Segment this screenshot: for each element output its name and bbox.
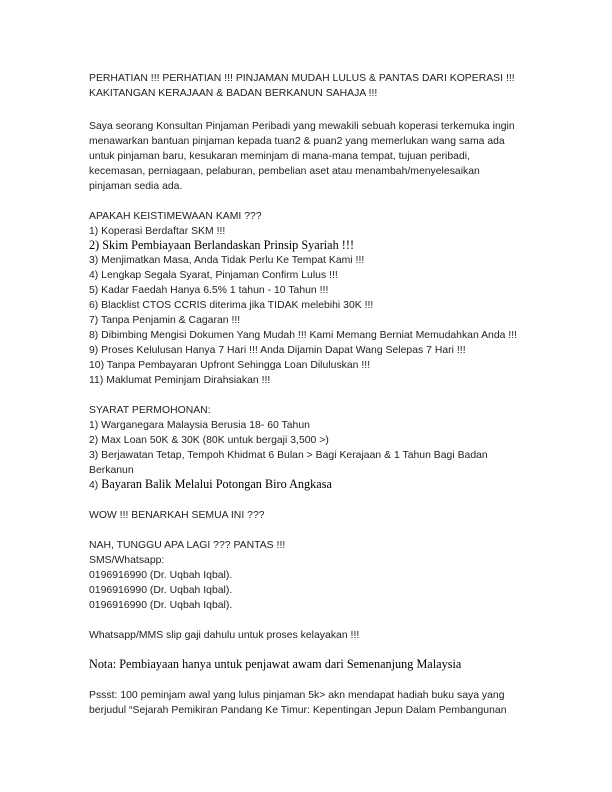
- feature-item-1: 1) Koperasi Berdaftar SKM !!!: [89, 226, 226, 237]
- requirement-item-2: 2) Max Loan 50K & 30K (80K untuk bergaji 3,500 >): [89, 435, 329, 446]
- feature-item-10: 10) Tanpa Pembayaran Upfront Sehingga Loan Diluluskan !!!: [89, 360, 371, 371]
- requirement-item-4: [89, 477, 332, 493]
- feature-item-3: 3) Menjimatkan Masa, Anda Tidak Perlu Ke Tempat Kami !!!: [89, 255, 365, 266]
- feature-item-6: 6) Blacklist CTOS CCRIS diterima jika TIDAK melebihi 30K !!!: [89, 300, 374, 311]
- feature-item-4: 4) Lengkap Segala Syarat, Pinjaman Confirm Lulus !!!: [89, 270, 338, 281]
- feature-item-2: 2) Skim Pembiayaan Berlandaskan Prinsip Syariah !!!: [89, 238, 355, 252]
- requirement-item-1: 1) Warganegara Malaysia Berusia 18- 60 Tahun: [89, 420, 310, 431]
- feature-item-5: 5) Kadar Faedah Hanya 6.5% 1 tahun - 10 Tahun !!!: [89, 285, 329, 296]
- psst-line-2: berjudul “Sejarah Pemikiran Pandang Ke Timur: Kepentingan Jepun Dalam Pembangunan: [89, 705, 507, 716]
- feature-item-11: 11) Maklumat Peminjam Dirahsiakan !!!: [89, 375, 271, 386]
- intro-line-3: untuk pinjaman baru, kesukaran meminjam di mana-mana tempat, tujuan peribadi,: [89, 151, 471, 162]
- intro-line-4: kecemasan, perniagaan, pelaburan, pembelian aset atau menambah/menyelesaikan: [89, 166, 480, 177]
- intro-line-1: Saya seorang Konsultan Pinjaman Peribadi yang mewakili sebuah koperasi terkemuka ingin: [89, 121, 515, 132]
- contact-line-1: 0196916990 (Dr. Uqbah Iqbal).: [89, 570, 233, 581]
- intro-line-5: pinjaman sedia ada.: [89, 181, 183, 192]
- contact-line-2: 0196916990 (Dr. Uqbah Iqbal).: [89, 585, 233, 596]
- intro-line-2: menawarkan bantuan pinjaman kepada tuan2 & puan2 yang memerlukan wang sama ada: [89, 136, 505, 147]
- requirement-4-number: 4): [89, 480, 99, 491]
- nota-line: Nota: Pembiayaan hanya untuk penjawat awam dari Semenanjung Malaysia: [89, 657, 462, 671]
- cta-line: NAH, TUNGGU APA LAGI ??? PANTAS !!!: [89, 540, 286, 551]
- features-title: APAKAH KEISTIMEWAAN KAMI ???: [89, 211, 262, 222]
- feature-item-7: 7) Tanpa Penjamin & Cagaran !!!: [89, 315, 241, 326]
- whatsapp-note: Whatsapp/MMS slip gaji dahulu untuk proses kelayakan !!!: [89, 630, 360, 641]
- requirement-item-3-cont: Berkanun: [89, 465, 134, 476]
- psst-line-1: Pssst: 100 peminjam awal yang lulus pinjaman 5k> akn mendapat hadiah buku saya yang: [89, 690, 505, 701]
- contact-line-3: 0196916990 (Dr. Uqbah Iqbal).: [89, 600, 233, 611]
- requirement-4-text: Bayaran Balik Melalui Potongan Biro Angkasa: [101, 477, 332, 491]
- sms-label: SMS/Whatsapp:: [89, 555, 165, 566]
- requirements-title: SYARAT PERMOHONAN:: [89, 405, 211, 416]
- feature-item-8: 8) Dibimbing Mengisi Dokumen Yang Mudah !!! Kami Memang Berniat Memudahkan Anda !!!: [89, 330, 518, 341]
- wow-line: WOW !!! BENARKAH SEMUA INI ???: [89, 510, 265, 521]
- heading-line-1: PERHATIAN !!! PERHATIAN !!! PINJAMAN MUDAH LULUS & PANTAS DARI KOPERASI !!!: [89, 73, 515, 84]
- requirement-item-3: 3) Berjawatan Tetap, Tempoh Khidmat 6 Bulan > Bagi Kerajaan & 1 Tahun Bagi Badan: [89, 450, 488, 461]
- feature-item-9: 9) Proses Kelulusan Hanya 7 Hari !!! Anda Dijamin Dapat Wang Selepas 7 Hari !!!: [89, 345, 466, 356]
- heading-line-2: KAKITANGAN KERAJAAN & BADAN BERKANUN SAHAJA !!!: [89, 88, 378, 99]
